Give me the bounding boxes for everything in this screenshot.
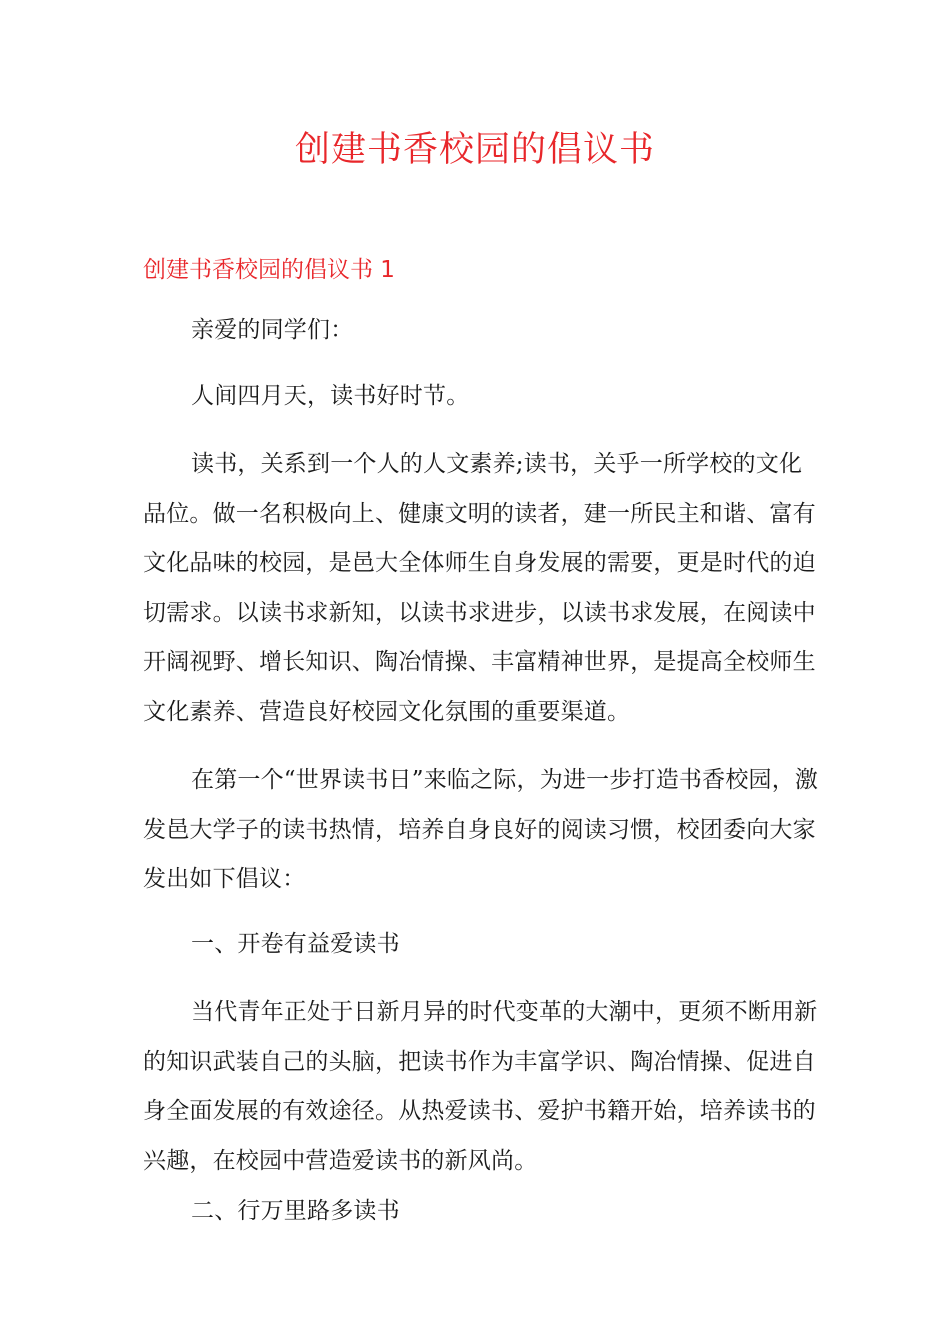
greeting-paragraph: 亲爱的同学们： — [191, 317, 354, 343]
occasion-paragraph: 在第一个“世界读书日”来临之际，为进一步打造书香校园，激发邑大学子的读书热情，培养自身良好的阅读习惯，校团委向大家发出如下倡议： — [143, 767, 819, 892]
document-title: 创建书香校园的倡议书 — [294, 130, 655, 170]
point-one-body: 当代青年正处于日新月异的时代变革的大潮中，更须不断用新的知识武装自己的头脑，把读书作为丰富学识、陶冶情操、促进自身全面发展的有效途径。从热爱读书、爱护书籍开始，培养读书的兴趣，在校园中营造爱读书的新风尚。 — [143, 999, 818, 1174]
point-two-title: 二、行万里路多读书 — [191, 1198, 400, 1224]
intro-paragraph: 人间四月天，读书好时节。 — [191, 383, 470, 409]
reading-importance-paragraph: 读书，关系到一个人的人文素养;读书，关乎一所学校的文化品位。做一名积极向上、健康文明的读者，建一所民主和谐、富有文化品味的校园，是邑大全体师生自身发展的需要，更是时代的迫切需求。以读书求新知，以读书求进步，以读书求发展，在阅读中开阔视野、增长知识、陶冶情操、丰富精神世界，是提高全校师生文化素养、营造良好校园文化氛围的重要渠道。 — [143, 451, 816, 725]
point-one-title: 一、开卷有益爱读书 — [191, 931, 400, 957]
section-heading: 创建书香校园的倡议书 1 — [143, 257, 395, 283]
